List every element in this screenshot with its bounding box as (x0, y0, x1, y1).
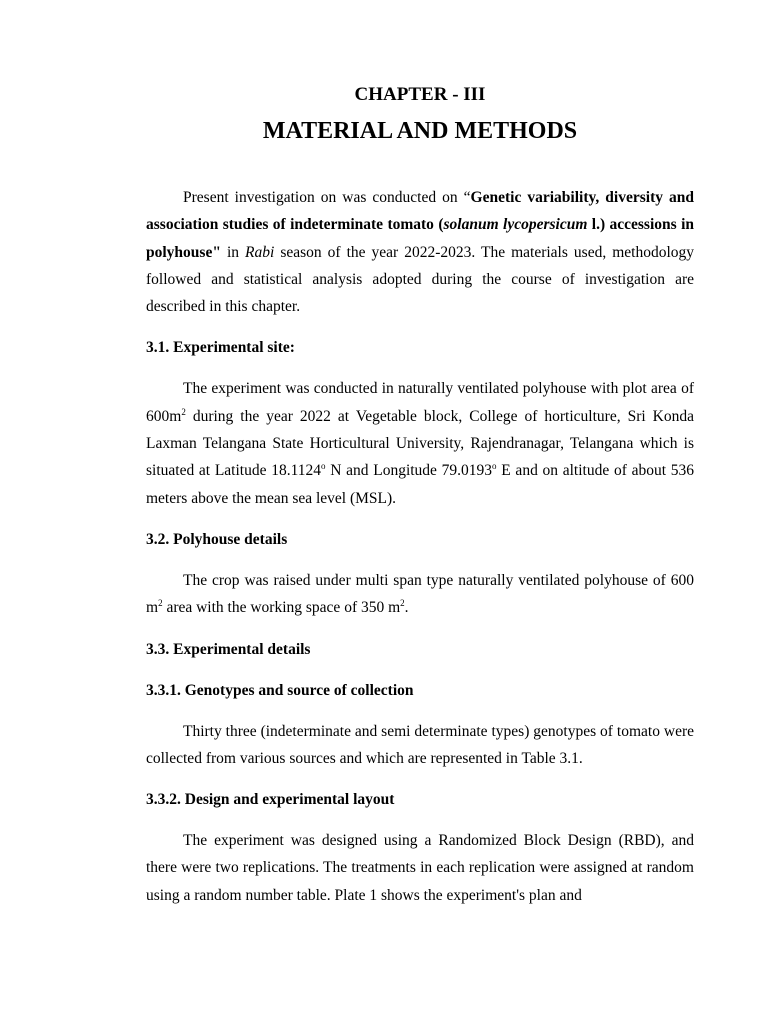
section-heading-3-3-2: 3.3.2. Design and experimental layout (146, 791, 395, 809)
intro-season: Rabi (245, 243, 275, 261)
s32-text-3: . (404, 599, 409, 617)
s32-text-2: area with the working space of 350 m (162, 599, 401, 617)
s31-text-3: N and Longitude 79.0193 (325, 462, 493, 480)
section-heading-3-3: 3.3. Experimental details (146, 640, 311, 658)
section-paragraph-3-1 (146, 375, 694, 511)
intro-species-name: solanum lycopersicum (443, 216, 588, 234)
s32-sup-1: 2 (158, 598, 163, 609)
s31-sup-1: 2 (181, 406, 186, 417)
section-heading-3-2: 3.2. Polyhouse details (146, 530, 288, 548)
s31-text-4: E and on altitude of about 536 meters above the mean sea level (MSL). (146, 462, 694, 507)
section-heading-3-3-1: 3.3.1. Genotypes and source of collection (146, 681, 414, 699)
s31-text-1: The experiment was conducted in naturally ventilated polyhouse with plot area of 600m (146, 380, 694, 425)
section-heading-3-1: 3.1. Experimental site: (146, 339, 295, 357)
s32-sup-2: 2 (400, 598, 405, 609)
section-paragraph-3-3-2: The experiment was designed using a Randomized Block Design (RBD), and there were two replications. The treatments in each replication were assigned at random using a random number table. Plate 1 shows the experiment's plan and (146, 832, 694, 904)
intro-text-3: season of the year 2022-2023. The materials used, methodology followed and statistical analysis adopted during the course of investigation are described in this chapter. (146, 243, 695, 316)
intro-bold-1: Genetic variability, diversity and association studies of indeterminate tomato ( (146, 189, 694, 234)
intro-bold-2: l.) accessions in polyhouse" (146, 216, 694, 261)
intro-text-2: in (220, 243, 246, 261)
section-paragraph-3-2 (146, 567, 694, 622)
document-page (146, 82, 694, 909)
chapter-title: MATERIAL AND METHODS (262, 118, 578, 144)
s31-text-2: during the year 2022 at Vegetable block, College of horticulture, Sri Konda Laxman Telangana State Horticultural University, Rajendranagar, Telangana which is situated at Latitude 18.1124 (146, 407, 694, 480)
intro-paragraph (146, 184, 694, 320)
intro-text-1: Present investigation on was conducted on “ (183, 189, 471, 206)
s31-sup-3: o (492, 461, 497, 472)
section-paragraph-3-3-1: Thirty three (indeterminate and semi determinate types) genotypes of tomato were collected from various sources and which are represented in Table 3.1. (146, 722, 694, 767)
s32-text-1: The crop was raised under multi span type naturally ventilated polyhouse of 600 m (146, 571, 694, 617)
chapter-label: CHAPTER - III (354, 84, 486, 105)
s31-sup-2: o (321, 461, 326, 472)
